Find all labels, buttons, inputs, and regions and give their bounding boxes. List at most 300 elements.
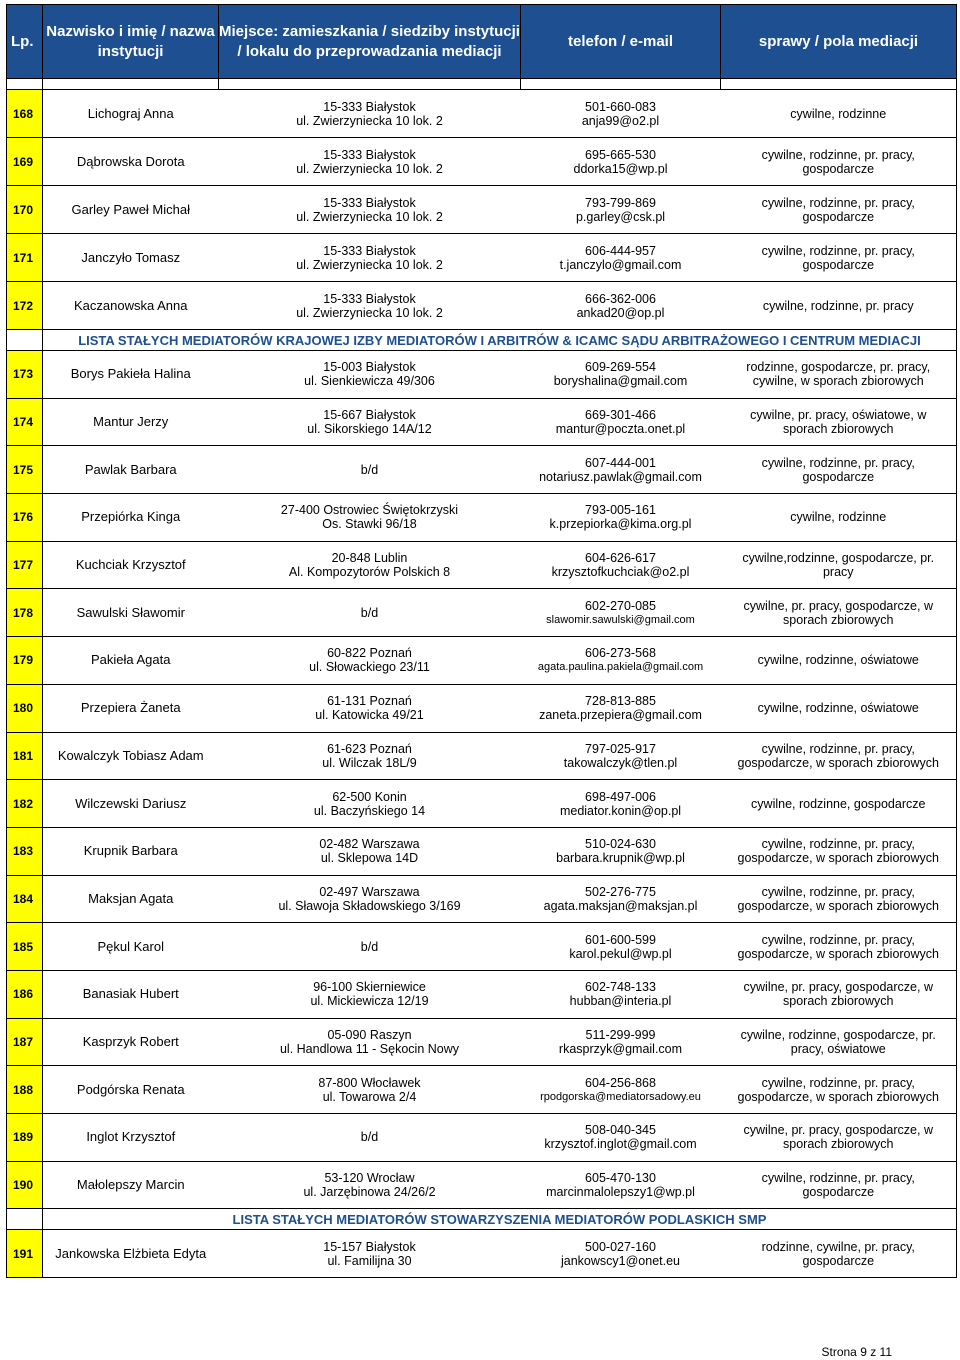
address-cell xyxy=(219,494,521,542)
address-pair xyxy=(219,884,521,914)
address-city: 62-500 Konin xyxy=(332,789,407,804)
email: krzysztof.inglot@gmail.com xyxy=(544,1137,697,1152)
phone: 605-470-130 xyxy=(585,1171,656,1186)
mediator-name xyxy=(43,1230,219,1278)
mediation-area-text: cywilne,rodzinne, gospodarcze, pr. pracy xyxy=(742,551,935,580)
mediation-area-text: cywilne, rodzinne, gospodarcze xyxy=(751,796,926,811)
address-city: b/d xyxy=(360,462,379,477)
row-number: 169 xyxy=(7,138,43,186)
phone: 793-005-161 xyxy=(585,503,656,518)
mediator-name-text: Sawulski Sławomir xyxy=(76,604,185,620)
mediator-name-text: Garley Paweł Michał xyxy=(71,201,190,217)
mediator-name xyxy=(43,875,219,923)
phone: 602-748-133 xyxy=(585,980,656,995)
phone: 502-276-775 xyxy=(585,884,656,899)
address-pair xyxy=(219,645,521,675)
contact-cell xyxy=(521,398,721,446)
address-pair xyxy=(219,979,521,1009)
mediator-name xyxy=(43,589,219,637)
phone: 793-799-869 xyxy=(585,195,656,210)
mediation-area xyxy=(721,1018,957,1066)
email: ankad20@op.pl xyxy=(576,305,665,320)
row-number: 185 xyxy=(7,923,43,971)
mediator-name xyxy=(43,282,219,330)
contact-pair xyxy=(521,1075,721,1105)
mediation-area xyxy=(721,186,957,234)
mediator-name-text: Lichograj Anna xyxy=(87,105,174,121)
address-pair xyxy=(219,1239,521,1269)
address-pair xyxy=(219,550,521,580)
mediation-area-text: cywilne, rodzinne xyxy=(790,106,887,121)
mediator-name xyxy=(43,234,219,282)
address-city: 02-497 Warszawa xyxy=(319,884,420,899)
address-cell xyxy=(219,923,521,971)
mediation-area xyxy=(721,923,957,971)
contact-cell xyxy=(521,780,721,828)
address-city: 87-800 Włocławek xyxy=(318,1075,421,1090)
mediation-area-text: cywilne, rodzinne, pr. pracy, gospodarcze xyxy=(761,243,915,272)
row-number: 175 xyxy=(7,446,43,494)
address-street: ul. Słowackiego 23/11 xyxy=(309,660,430,675)
contact-cell xyxy=(521,494,721,542)
mediation-area xyxy=(721,684,957,732)
email: mediator.konin@op.pl xyxy=(559,803,682,818)
table-row xyxy=(7,1114,957,1162)
contact-pair xyxy=(521,147,721,177)
table-row xyxy=(7,970,957,1018)
email: marcinmalolepszy1@wp.pl xyxy=(546,1185,695,1200)
mediation-area xyxy=(721,234,957,282)
address-city: 15-667 Białystok xyxy=(323,408,416,423)
row-number: 189 xyxy=(7,1114,43,1162)
row-number: 190 xyxy=(7,1161,43,1209)
mediator-name-text: Pakieła Agata xyxy=(90,652,171,668)
address-pair xyxy=(219,291,521,321)
address-city: 27-400 Ostrowiec Świętokrzyski xyxy=(280,503,459,518)
contact-pair xyxy=(521,836,721,866)
mediator-name xyxy=(43,186,219,234)
mediator-name xyxy=(43,637,219,685)
address-pair xyxy=(219,147,521,177)
mediator-name xyxy=(43,1018,219,1066)
address-cell xyxy=(219,1161,521,1209)
row-number: 188 xyxy=(7,1066,43,1114)
mediation-area-text: cywilne, rodzinne, pr. pracy, gospodarcze, w sporach zbiorowych xyxy=(737,837,939,866)
address-street: ul. Zwierzyniecka 10 lok. 2 xyxy=(296,209,443,224)
mediator-name-text: Przepiera Żaneta xyxy=(80,700,181,716)
mediation-area xyxy=(721,446,957,494)
address-city: 15-333 Białystok xyxy=(323,195,416,210)
contact-pair xyxy=(521,741,721,771)
address-city: 53-120 Wrocław xyxy=(324,1171,415,1186)
row-number: 168 xyxy=(7,90,43,138)
mediation-area xyxy=(721,1114,957,1162)
mediation-area xyxy=(721,398,957,446)
mediation-area xyxy=(721,970,957,1018)
contact-pair xyxy=(521,243,721,273)
mediator-name xyxy=(43,780,219,828)
table-row xyxy=(7,138,957,186)
contact-cell xyxy=(521,589,721,637)
address-cell xyxy=(219,970,521,1018)
mediator-name-text: Mantur Jerzy xyxy=(93,414,169,430)
mediator-name-text: Podgórska Renata xyxy=(76,1081,185,1097)
contact-cell xyxy=(521,970,721,1018)
mediation-area xyxy=(721,1230,957,1278)
contact-cell xyxy=(521,875,721,923)
row-number: 179 xyxy=(7,637,43,685)
contact-pair xyxy=(521,502,721,532)
phone: 602-270-085 xyxy=(585,598,656,613)
email: agata.maksjan@maksjan.pl xyxy=(543,898,698,913)
mediator-name xyxy=(43,923,219,971)
email: p.garley@csk.pl xyxy=(575,209,666,224)
email: t.janczylo@gmail.com xyxy=(559,257,682,272)
table-row xyxy=(7,1161,957,1209)
address-city: 61-623 Poznań xyxy=(327,741,412,756)
mediation-area-text: cywilne, rodzinne, pr. pracy, gospodarcze xyxy=(761,195,915,224)
address-street: ul. Baczyńskiego 14 xyxy=(313,803,426,818)
address-pair xyxy=(219,359,521,389)
mediation-area xyxy=(721,875,957,923)
address-cell xyxy=(219,589,521,637)
address-cell xyxy=(219,186,521,234)
address-city: b/d xyxy=(360,939,379,954)
email: ddorka15@wp.pl xyxy=(573,161,668,176)
email: karol.pekul@wp.pl xyxy=(569,946,672,961)
mediation-area-text: cywilne, rodzinne, pr. pracy, gospodarcze xyxy=(761,1171,915,1200)
mediator-name-text: Krupnik Barbara xyxy=(83,843,178,859)
mediation-area-text: rodzinne, gospodarcze, pr. pracy, cywilne, w sporach zbiorowych xyxy=(746,360,931,389)
contact-cell xyxy=(521,637,721,685)
contact-pair xyxy=(521,550,721,580)
address-pair xyxy=(219,195,521,225)
address-cell xyxy=(219,446,521,494)
table-row xyxy=(7,1066,957,1114)
phone: 606-273-568 xyxy=(585,646,656,661)
email: zaneta.przepiera@gmail.com xyxy=(539,708,702,723)
row-number: 177 xyxy=(7,541,43,589)
email: agata.paulina.pakiela@gmail.com xyxy=(537,661,704,674)
contact-cell xyxy=(521,90,721,138)
mediator-name-text: Małolepszy Marcin xyxy=(76,1177,185,1193)
address-street: ul. Jarzębinowa 24/26/2 xyxy=(303,1185,436,1200)
phone: 728-813-885 xyxy=(585,694,656,709)
email: rpodgorska@mediatorsadowy.eu xyxy=(540,1090,701,1103)
phone: 666-362-006 xyxy=(585,291,656,306)
contact-pair xyxy=(521,932,721,962)
address-cell xyxy=(219,1066,521,1114)
phone: 606-444-957 xyxy=(585,243,656,258)
mediator-name xyxy=(43,827,219,875)
address-street: Os. Stawki 96/18 xyxy=(322,517,417,532)
phone: 609-269-554 xyxy=(585,360,656,375)
row-number: 186 xyxy=(7,970,43,1018)
row-number: 171 xyxy=(7,234,43,282)
contact-pair xyxy=(521,1170,721,1200)
contact-pair xyxy=(521,693,721,723)
phone: 511-299-999 xyxy=(585,1027,656,1042)
email: boryshalina@gmail.com xyxy=(553,374,688,389)
mediator-name xyxy=(43,1161,219,1209)
mediation-area-text: cywilne, rodzinne xyxy=(790,510,887,525)
mediation-area xyxy=(721,1066,957,1114)
phone: 797-025-917 xyxy=(585,741,656,756)
address-city: 15-333 Białystok xyxy=(323,99,416,114)
table-row xyxy=(7,446,957,494)
email: hubban@interia.pl xyxy=(569,994,672,1009)
mediation-area xyxy=(721,351,957,399)
table-row xyxy=(7,1018,957,1066)
table-row xyxy=(7,875,957,923)
table-row xyxy=(7,282,957,330)
mediation-area xyxy=(721,780,957,828)
table-header-row xyxy=(7,5,957,79)
mediator-name xyxy=(43,1066,219,1114)
table-row xyxy=(7,541,957,589)
email: notariusz.pawlak@gmail.com xyxy=(539,469,702,484)
mediators-table xyxy=(6,4,957,1278)
mediation-area-text: cywilne, rodzinne, pr. pracy, gospodarcze, w sporach zbiorowych xyxy=(737,741,939,770)
address-cell xyxy=(219,282,521,330)
table-row xyxy=(7,1230,957,1278)
address-street: ul. Towarowa 2/4 xyxy=(322,1089,417,1104)
phone: 508-040-345 xyxy=(585,1123,656,1138)
mediation-area-text: cywilne, pr. pracy, gospodarcze, w sporach zbiorowych xyxy=(743,598,933,627)
mediation-area-text: cywilne, rodzinne, pr. pracy, gospodarcze, w sporach zbiorowych xyxy=(737,1075,939,1104)
contact-cell xyxy=(521,1114,721,1162)
address-street: ul. Handlowa 11 - Sękocin Nowy xyxy=(279,1041,460,1056)
mediator-name-text: Kasprzyk Robert xyxy=(82,1033,179,1049)
mediation-area-text: cywilne, rodzinne, pr. pracy, gospodarcze, w sporach zbiorowych xyxy=(737,884,939,913)
contact-pair xyxy=(521,884,721,914)
mediation-area-text: cywilne, rodzinne, oświatowe xyxy=(757,653,919,668)
mediator-name xyxy=(43,90,219,138)
address-cell xyxy=(219,90,521,138)
mediator-name xyxy=(43,138,219,186)
contact-pair xyxy=(521,598,721,628)
mediator-name xyxy=(43,446,219,494)
mediation-area xyxy=(721,589,957,637)
contact-cell xyxy=(521,1018,721,1066)
row-number: 184 xyxy=(7,875,43,923)
address-pair xyxy=(219,99,521,129)
address-cell xyxy=(219,1114,521,1162)
mediator-name-text: Przepiórka Kinga xyxy=(81,509,181,525)
mediator-name xyxy=(43,351,219,399)
address-pair xyxy=(219,693,521,723)
address-street: ul. Familijna 30 xyxy=(327,1253,412,1268)
address-city: 15-333 Białystok xyxy=(323,243,416,258)
address-cell xyxy=(219,684,521,732)
header-address: Miejsce: zamieszkania / siedziby instytucji / lokalu do przeprowadzania mediacji xyxy=(219,5,521,79)
address-cell xyxy=(219,637,521,685)
header-area: sprawy / pola mediacji xyxy=(721,5,957,79)
header-contact: telefon / e-mail xyxy=(521,5,721,79)
row-number: 187 xyxy=(7,1018,43,1066)
contact-cell xyxy=(521,446,721,494)
mediation-area-text: cywilne, rodzinne, pr. pracy, gospodarcze xyxy=(761,147,915,176)
address-cell xyxy=(219,1018,521,1066)
address-pair xyxy=(219,502,521,532)
contact-cell xyxy=(521,1066,721,1114)
row-number: 178 xyxy=(7,589,43,637)
table-row xyxy=(7,234,957,282)
mediator-name xyxy=(43,1114,219,1162)
address-cell xyxy=(219,875,521,923)
contact-cell xyxy=(521,923,721,971)
header-spacer xyxy=(7,79,957,90)
phone: 698-497-006 xyxy=(585,789,656,804)
mediator-name-text: Pękul Karol xyxy=(97,938,164,954)
table-row xyxy=(7,637,957,685)
contact-pair xyxy=(521,455,721,485)
email: anja99@o2.pl xyxy=(581,113,660,128)
mediator-name-text: Janczyło Tomasz xyxy=(81,249,181,265)
email: slawomir.sawulski@gmail.com xyxy=(546,613,695,626)
contact-pair xyxy=(521,195,721,225)
mediation-area-text: cywilne, pr. pracy, oświatowe, w sporach zbiorowych xyxy=(750,408,927,437)
mediator-name-text: Dąbrowska Dorota xyxy=(76,153,185,169)
address-city: 02-482 Warszawa xyxy=(319,837,420,852)
row-number: 191 xyxy=(7,1230,43,1278)
address-street: ul. Katowicka 49/21 xyxy=(315,708,424,723)
address-city: b/d xyxy=(360,605,379,620)
address-street: ul. Mickiewicza 12/19 xyxy=(310,994,429,1009)
section-kimir xyxy=(7,330,957,351)
section-smp xyxy=(7,1209,957,1230)
mediator-name xyxy=(43,684,219,732)
mediation-area xyxy=(721,827,957,875)
mediator-name xyxy=(43,732,219,780)
mediator-name xyxy=(43,494,219,542)
mediation-area-text: cywilne, pr. pracy, gospodarcze, w sporach zbiorowych xyxy=(743,1123,933,1152)
address-cell xyxy=(219,780,521,828)
address-cell xyxy=(219,827,521,875)
phone: 510-024-630 xyxy=(585,837,656,852)
contact-cell xyxy=(521,282,721,330)
address-pair xyxy=(219,243,521,273)
mediation-area xyxy=(721,541,957,589)
mediation-area xyxy=(721,732,957,780)
table-row xyxy=(7,90,957,138)
phone: 500-027-160 xyxy=(585,1239,656,1254)
address-street: ul. Sikorskiego 14A/12 xyxy=(307,422,432,437)
phone: 501-660-083 xyxy=(585,99,656,114)
mediation-area xyxy=(721,494,957,542)
address-city: b/d xyxy=(360,1130,379,1145)
contact-pair xyxy=(521,359,721,389)
address-city: 96-100 Skierniewice xyxy=(313,980,426,995)
phone: 604-256-868 xyxy=(585,1075,656,1090)
table-row xyxy=(7,494,957,542)
email: krzysztofkuchciak@o2.pl xyxy=(551,565,690,580)
phone: 695-665-530 xyxy=(585,147,656,162)
address-city: 60-822 Poznań xyxy=(327,646,412,661)
phone: 607-444-001 xyxy=(585,455,656,470)
table-row xyxy=(7,780,957,828)
mediation-area xyxy=(721,90,957,138)
contact-pair xyxy=(521,407,721,437)
mediation-area-text: cywilne, rodzinne, oświatowe xyxy=(757,701,919,716)
contact-pair xyxy=(521,99,721,129)
address-cell xyxy=(219,234,521,282)
mediation-area-text: rodzinne, cywilne, pr. pracy, gospodarcze xyxy=(761,1239,915,1268)
mediation-area xyxy=(721,138,957,186)
row-number: 170 xyxy=(7,186,43,234)
address-street: ul. Zwierzyniecka 10 lok. 2 xyxy=(296,113,443,128)
contact-cell xyxy=(521,827,721,875)
table-row xyxy=(7,684,957,732)
address-cell xyxy=(219,351,521,399)
row-number: 183 xyxy=(7,827,43,875)
address-pair xyxy=(219,789,521,819)
row-number: 174 xyxy=(7,398,43,446)
address-pair xyxy=(219,741,521,771)
row-number: 173 xyxy=(7,351,43,399)
mediator-name xyxy=(43,970,219,1018)
mediation-area-text: cywilne, rodzinne, pr. pracy, gospodarcze xyxy=(761,455,915,484)
contact-cell xyxy=(521,234,721,282)
address-street: ul. Sławoja Składowskiego 3/169 xyxy=(278,898,461,913)
email: rkasprzyk@gmail.com xyxy=(558,1041,683,1056)
mediator-name-text: Kowalczyk Tobiasz Adam xyxy=(57,747,204,763)
contact-cell xyxy=(521,1230,721,1278)
address-city: 15-157 Białystok xyxy=(323,1239,416,1254)
mediation-area xyxy=(721,282,957,330)
address-street: ul. Wilczak 18L/9 xyxy=(322,755,417,770)
contact-cell xyxy=(521,541,721,589)
row-number: 176 xyxy=(7,494,43,542)
address-cell xyxy=(219,1230,521,1278)
address-street: ul. Zwierzyniecka 10 lok. 2 xyxy=(296,161,443,176)
mediator-name-text: Kuchciak Krzysztof xyxy=(75,557,186,573)
header-lp: Lp. xyxy=(7,5,43,79)
mediation-area-text: cywilne, pr. pracy, gospodarcze, w sporach zbiorowych xyxy=(743,980,933,1009)
mediation-area xyxy=(721,637,957,685)
header-name: Nazwisko i imię / nazwa instytucji xyxy=(43,5,219,79)
address-pair xyxy=(219,1170,521,1200)
row-number: 180 xyxy=(7,684,43,732)
mediator-name-text: Banasiak Hubert xyxy=(82,986,179,1002)
mediator-name xyxy=(43,398,219,446)
mediator-name-text: Borys Pakieła Halina xyxy=(70,366,191,382)
mediation-area xyxy=(721,1161,957,1209)
address-cell xyxy=(219,398,521,446)
address-street: ul. Zwierzyniecka 10 lok. 2 xyxy=(296,305,443,320)
address-street: ul. Sklepowa 14D xyxy=(320,851,419,866)
contact-cell xyxy=(521,138,721,186)
contact-cell xyxy=(521,351,721,399)
phone: 669-301-466 xyxy=(585,408,656,423)
row-number: 181 xyxy=(7,732,43,780)
address-city: 15-003 Białystok xyxy=(323,360,416,375)
mediator-name-text: Jankowska Elżbieta Edyta xyxy=(55,1245,207,1261)
email: takowalczyk@tlen.pl xyxy=(563,755,678,770)
contact-pair xyxy=(521,789,721,819)
section-smp-title: LISTA STAŁYCH MEDIATORÓW STOWARZYSZENIA MEDIATORÓW PODLASKICH SMP xyxy=(43,1209,957,1230)
mediator-name-text: Pawlak Barbara xyxy=(84,461,177,477)
address-city: 15-333 Białystok xyxy=(323,291,416,306)
address-city: 20-848 Lublin xyxy=(331,551,408,566)
email: barbara.krupnik@wp.pl xyxy=(556,851,685,866)
table-row xyxy=(7,732,957,780)
table-row xyxy=(7,589,957,637)
address-cell xyxy=(219,138,521,186)
contact-pair xyxy=(521,1239,721,1269)
email: mantur@poczta.onet.pl xyxy=(555,422,686,437)
mediation-area-text: cywilne, rodzinne, pr. pracy xyxy=(762,298,914,313)
